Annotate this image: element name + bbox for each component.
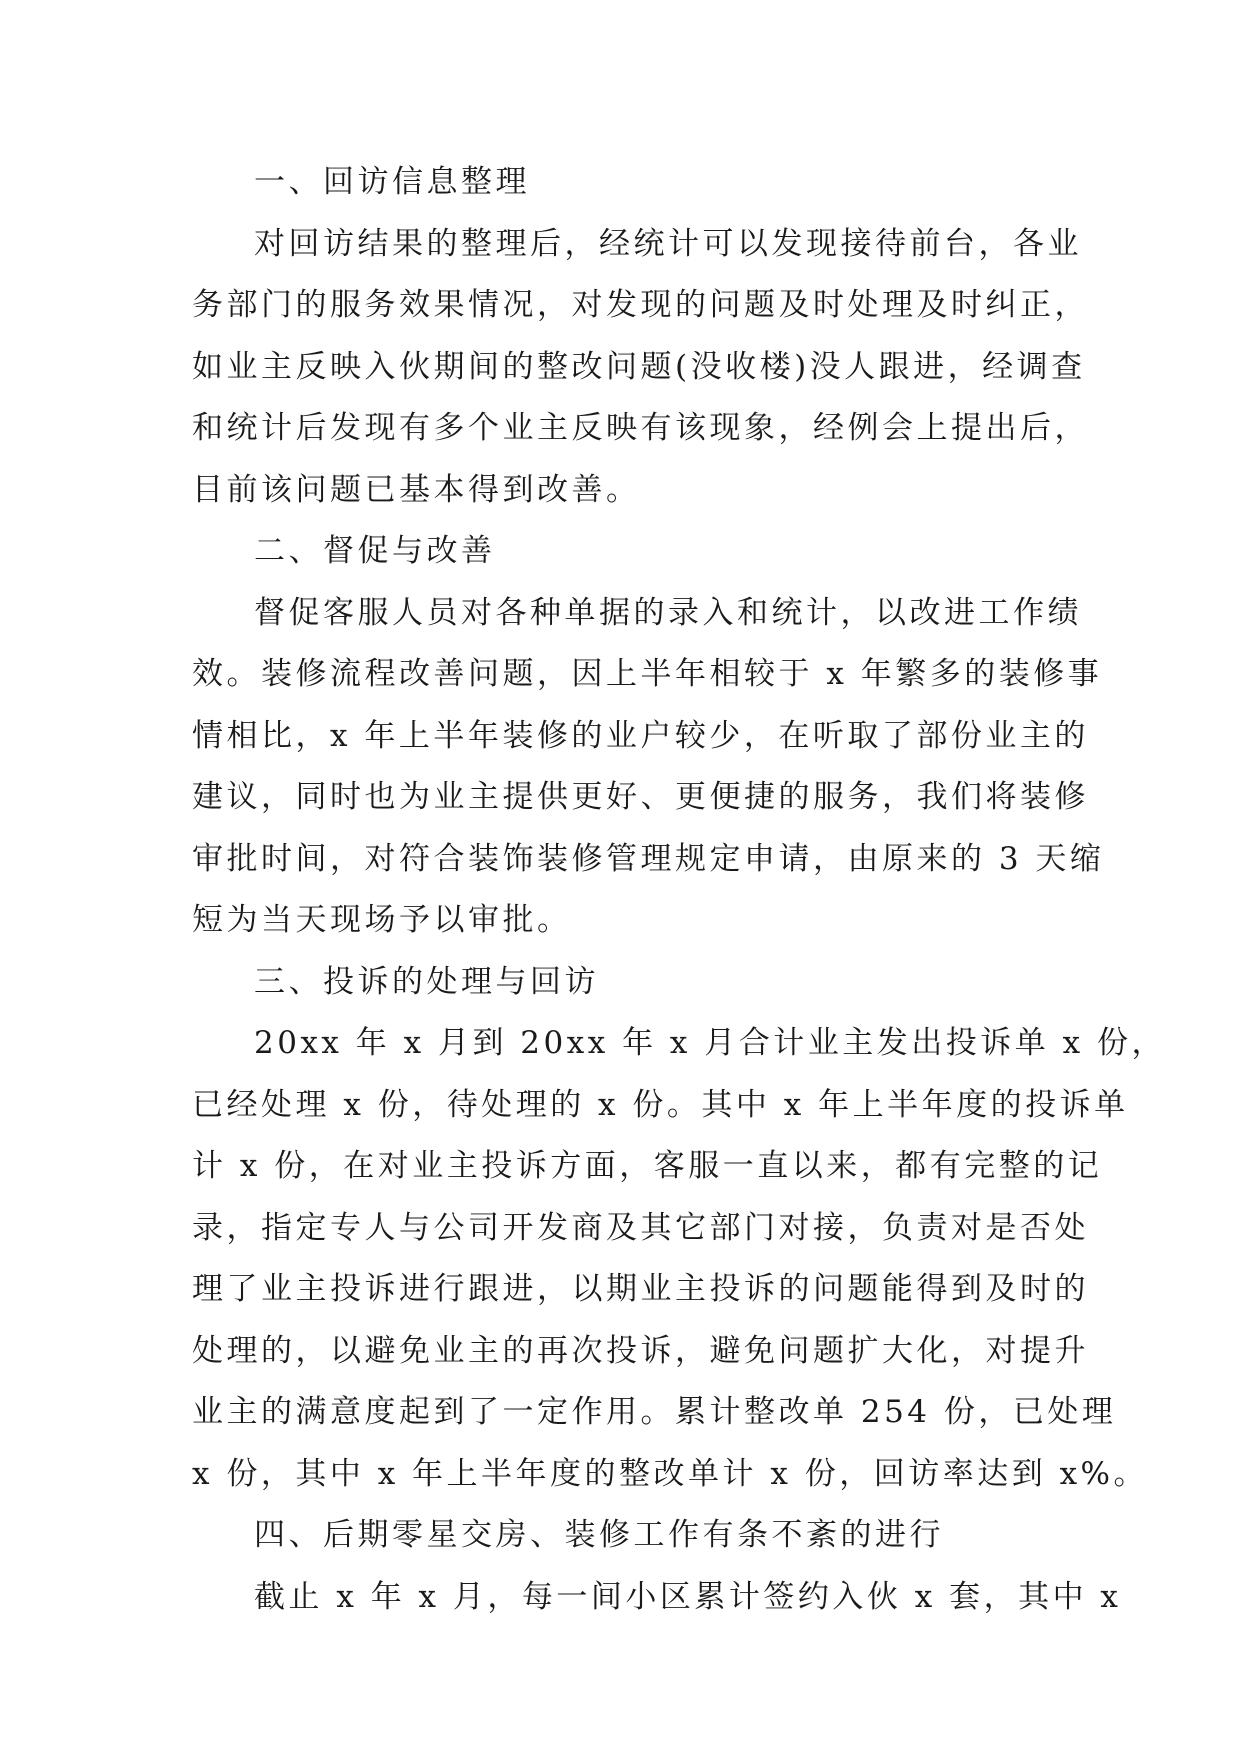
paragraph-line: 截止 x 年 x 月，每一间小区累计签约入伙 x 套，其中 x [254,1578,1122,1615]
document-body [192,152,1166,1628]
section-paragraph-3 [192,1013,1166,1505]
paragraph-line: 目前该问题已基本得到改善。 [192,471,641,508]
paragraph-line: 情相比，x 年上半年装修的业户较少，在听取了部份业主的 [192,717,1089,754]
paragraph-line: 和统计后发现有多个业主反映有该现象，经例会上提出后， [192,410,1089,446]
section-heading-1: 一、回访信息整理 [254,164,530,200]
paragraph-line: 效。装修流程改善问题，因上半年相较于 x 年繁多的装修事 [192,656,1103,692]
paragraph-line: 对回访结果的整理后，经统计可以发现接待前台，各业 [254,225,1082,262]
paragraph-line: 务部门的服务效果情况，对发现的问题及时处理及时纠正， [192,287,1089,323]
paragraph-line: 短为当天现场予以审批。 [192,902,572,938]
section-paragraph-1 [192,214,1089,522]
paragraph-line: 处理的，以避免业主的再次投诉，避免问题扩大化，对提升 [192,1332,1089,1369]
paragraph-line: 建议，同时也为业主提供更好、更便捷的服务，我们将装修 [192,779,1089,815]
paragraph-line: 审批时间，对符合装饰装修管理规定申请，由原来的 3 天缩 [192,840,1105,877]
paragraph-line: 录，指定专人与公司开发商及其它部门对接，负责对是否处 [192,1209,1089,1246]
section-paragraph-4 [192,1567,1122,1629]
paragraph-line: 业主的满意度起到了一定作用。累计整改单 254 份，已处理 [192,1394,1117,1430]
section-heading-4: 四、后期零星交房、装修工作有条不紊的进行 [254,1517,944,1553]
paragraph-line: 督促客服人员对各种单据的录入和统计，以改进工作绩 [254,594,1082,631]
section-heading-3: 三、投诉的处理与回访 [254,963,599,1000]
section-paragraph-2 [192,583,1105,952]
paragraph-line: 已经处理 x 份，待处理的 x 份。其中 x 年上半年度的投诉单 [192,1086,1129,1123]
paragraph-line: 理了业主投诉进行跟进，以期业主投诉的问题能得到及时的 [192,1271,1089,1307]
paragraph-line: x 份，其中 x 年上半年度的整改单计 x 份，回访率达到 x%。 [192,1455,1149,1492]
paragraph-line: 如业主反映入伙期间的整改问题(没收楼)没人跟进，经调查 [192,348,1086,385]
section-heading-2: 二、督促与改善 [254,533,496,569]
paragraph-line: 20xx 年 x 月到 20xx 年 x 月合计业主发出投诉单 x 份， [254,1025,1166,1061]
paragraph-line: 计 x 份，在对业主投诉方面，客服一直以来，都有完整的记 [192,1148,1103,1184]
